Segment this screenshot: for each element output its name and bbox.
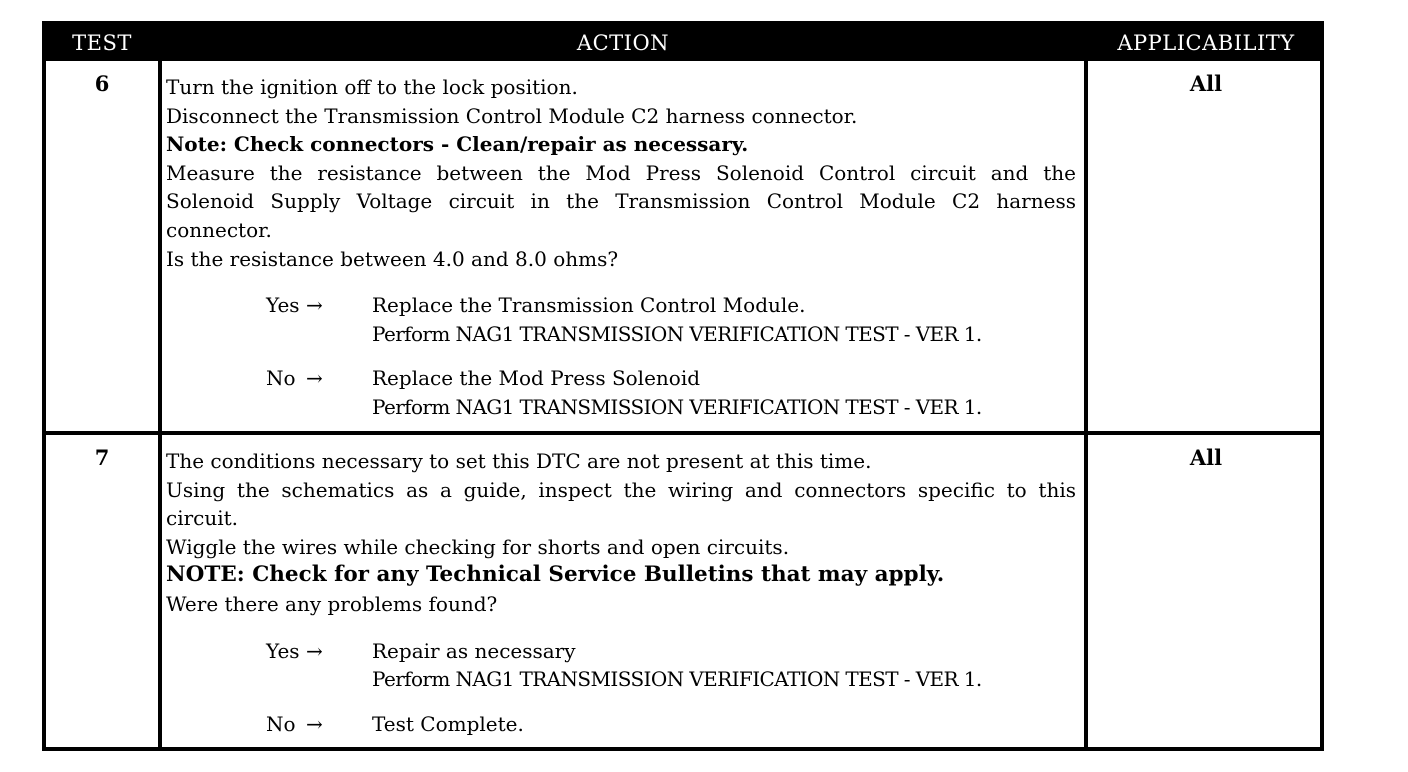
instruction-text: Measure the resistance between the Mod Press Solenoid Control circuit and the Solenoid Supply Voltage circuit in the Transmission Control Module C2 harness connector.: [166, 160, 1076, 242]
answer-no: [166, 710, 1076, 739]
answer-steps: [372, 364, 1076, 421]
answer-label: No: [266, 366, 296, 391]
note-text: NOTE: Check for any Technical Service Bulletins that may apply.: [166, 562, 945, 588]
header-applicability: APPLICABILITY: [1117, 31, 1295, 55]
table-header: [46, 25, 1320, 61]
answer-step: Perform NAG1 TRANSMISSION VERIFICATION TEST - VER 1.: [372, 394, 982, 419]
answer-label: No: [266, 711, 296, 736]
answer-yes: [166, 291, 1076, 348]
answer-yes: [166, 637, 1076, 694]
answer-no: [166, 364, 1076, 421]
arrow-right-icon: →: [306, 711, 323, 736]
answer-step: Perform NAG1 TRANSMISSION VERIFICATION TEST - VER 1.: [372, 667, 982, 692]
arrow-right-icon: →: [306, 293, 323, 318]
answer-step: Perform NAG1 TRANSMISSION VERIFICATION TEST - VER 1.: [372, 321, 982, 346]
table-row: [46, 61, 1320, 431]
instruction-text: Is the resistance between 4.0 and 8.0 ohms?: [166, 246, 619, 271]
action-cell: [166, 73, 1076, 438]
table-row: [46, 435, 1320, 751]
test-number: 6: [94, 71, 110, 96]
answer-list: [166, 291, 1076, 421]
instruction-text: Disconnect the Transmission Control Module C2 harness connector.: [166, 103, 858, 128]
answer-label: Yes: [266, 638, 300, 663]
answer-steps: [372, 291, 1076, 348]
action-cell: [166, 447, 1076, 754]
note-text: Note: Check connectors - Clean/repair as necessary.: [166, 132, 749, 157]
action-instructions: [166, 73, 1076, 273]
instruction-text: Using the schematics as a guide, inspect the wiring and connectors specific to this circuit.: [166, 477, 1076, 531]
instruction-text: Were there any problems found?: [166, 591, 498, 616]
header-action: ACTION: [576, 31, 670, 55]
answer-step: Replace the Mod Press Solenoid: [372, 366, 701, 391]
answer-label: Yes: [266, 293, 300, 318]
arrow-right-icon: →: [306, 638, 323, 663]
answer-steps: [372, 710, 1076, 739]
answer-steps: [372, 637, 1076, 694]
answer-step: Test Complete.: [372, 711, 524, 736]
test-number: 7: [94, 445, 110, 470]
instruction-text: Wiggle the wires while checking for shorts and open circuits.: [166, 534, 790, 559]
answer-step: Repair as necessary: [372, 638, 576, 663]
diagnostic-table: [42, 21, 1324, 751]
applicability-value: All: [1189, 71, 1223, 96]
header-test: TEST: [72, 31, 132, 55]
instruction-text: The conditions necessary to set this DTC are not present at this time.: [166, 449, 872, 473]
instruction-text: Turn the ignition off to the lock position.: [166, 75, 578, 99]
applicability-value: All: [1189, 445, 1223, 470]
action-instructions: [166, 447, 1076, 619]
answer-step: Replace the Transmission Control Module.: [372, 293, 806, 318]
answer-list: [166, 637, 1076, 739]
arrow-right-icon: →: [306, 366, 323, 391]
